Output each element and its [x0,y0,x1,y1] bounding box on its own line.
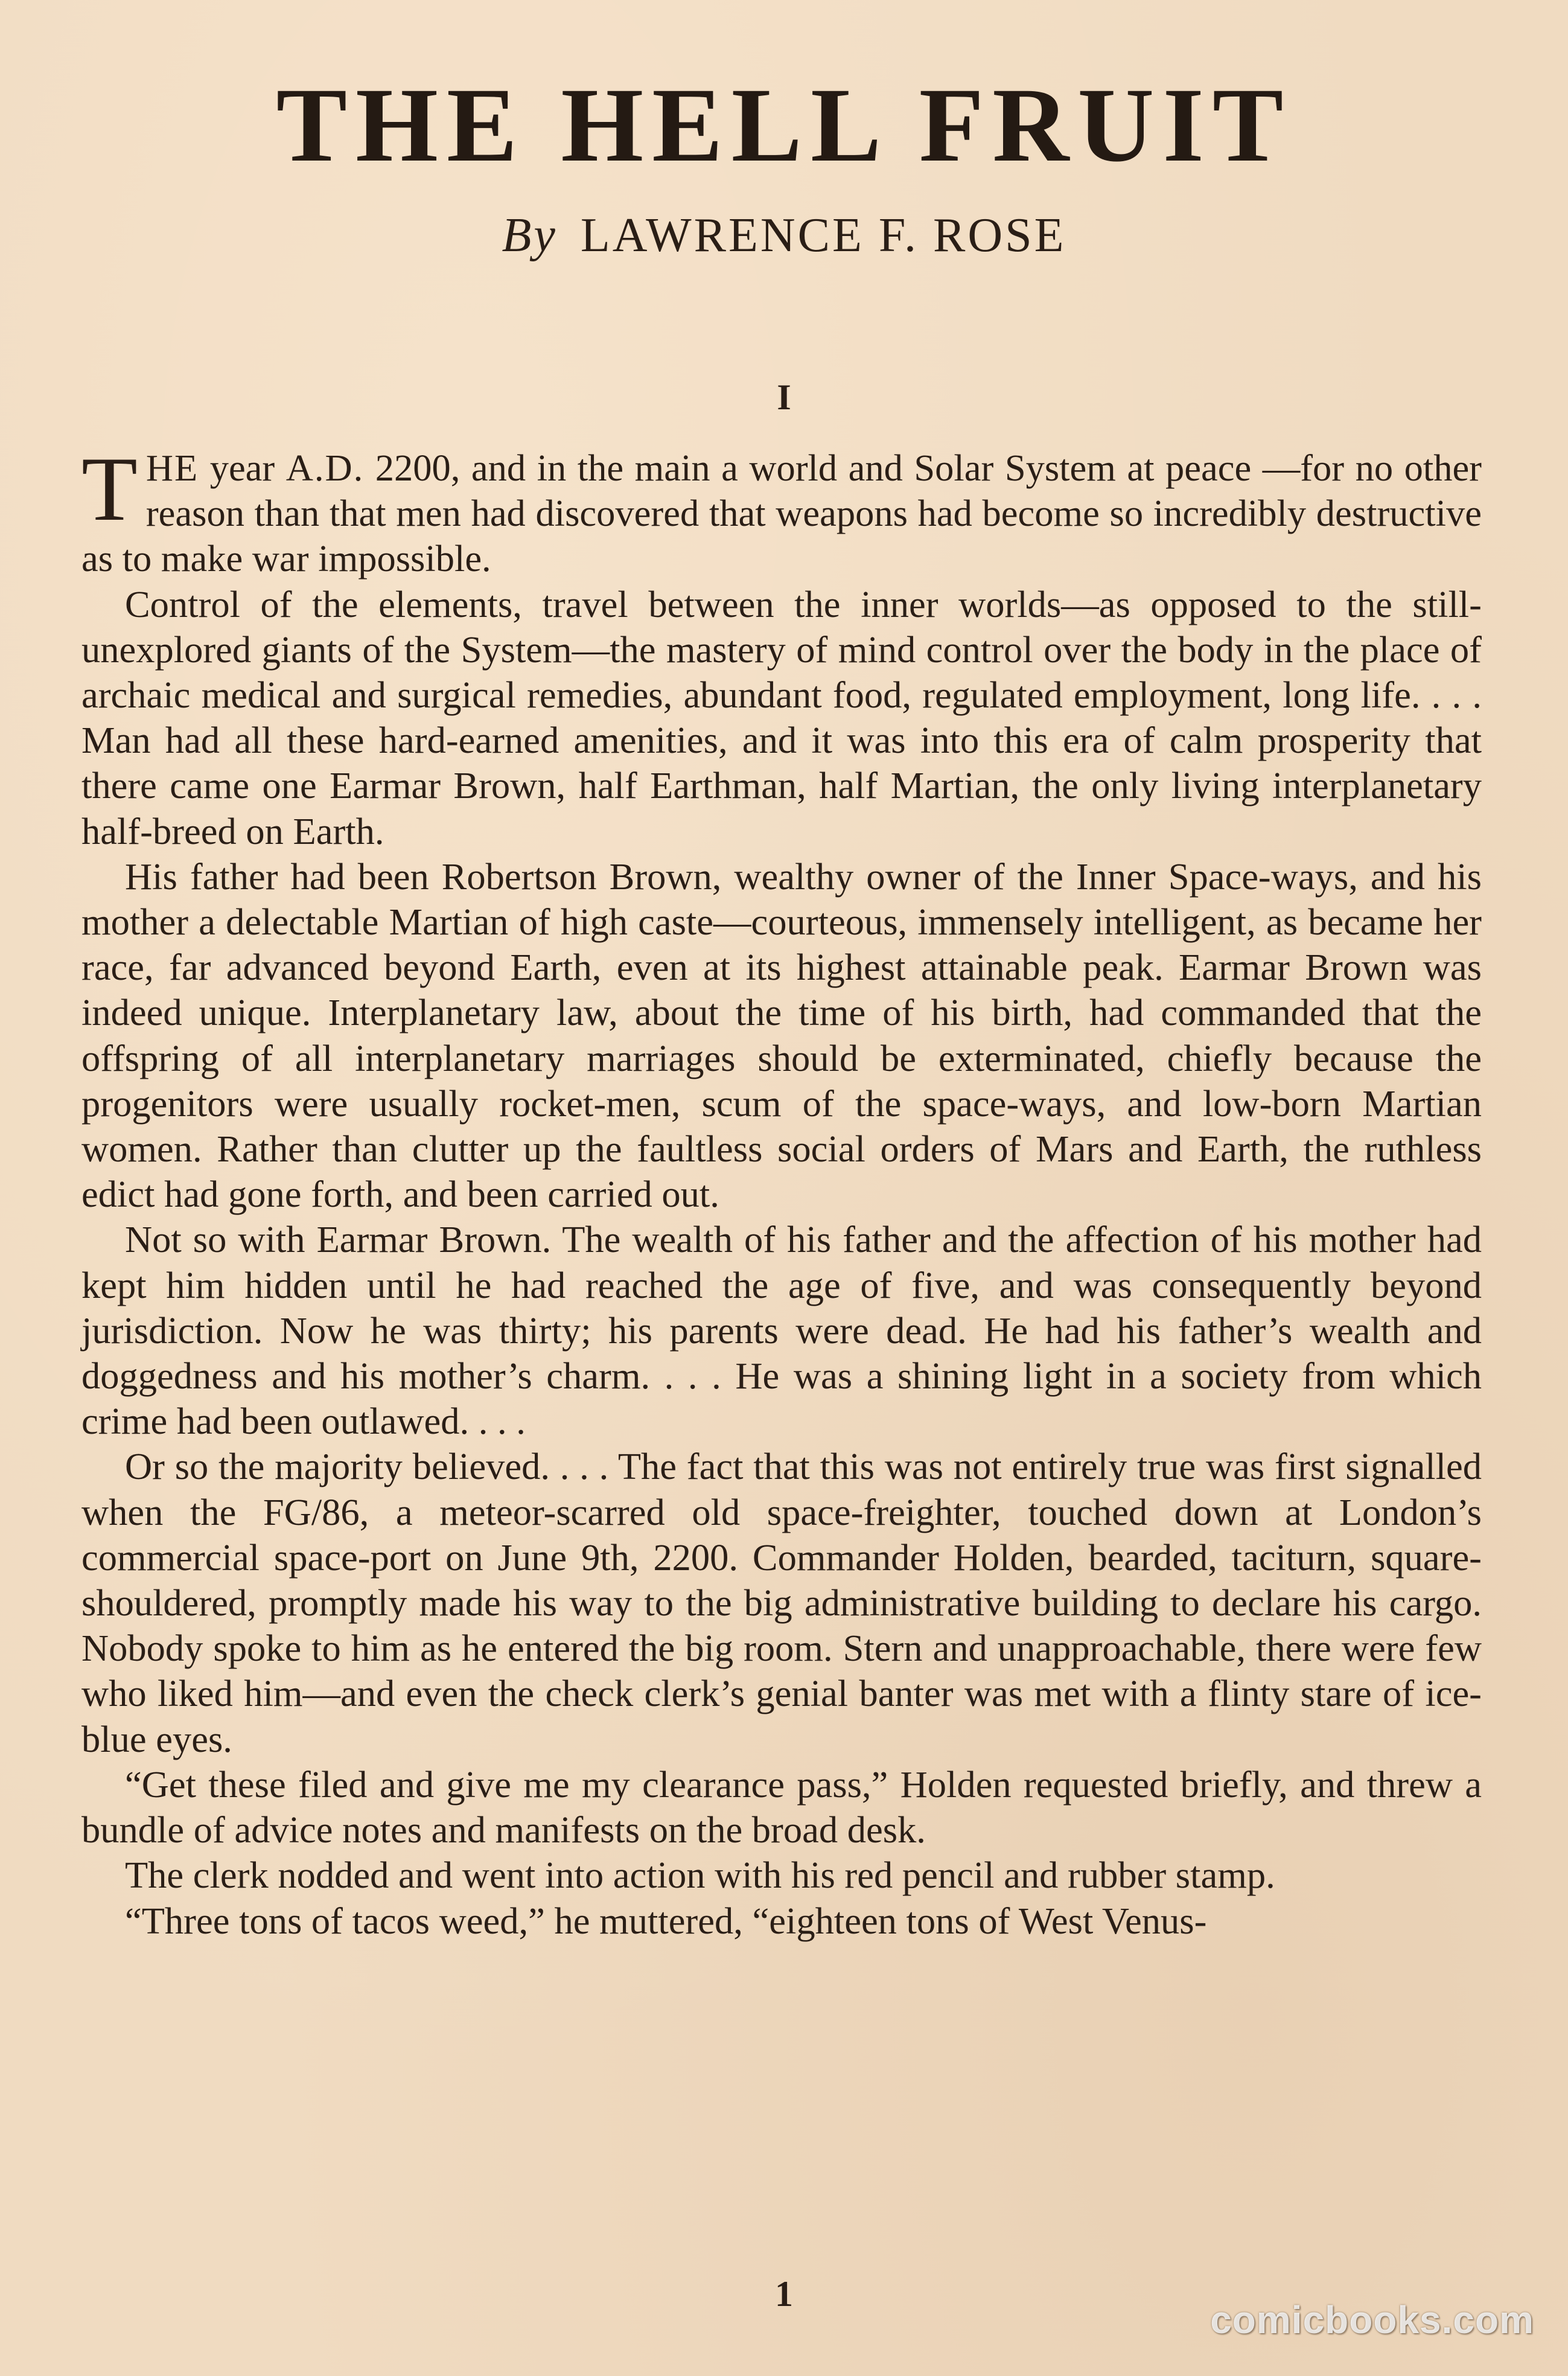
chapter-number: I [777,377,791,417]
paragraph: “Get these filed and give me my clearance pass,” Holden requested briefly, and threw a bundle of advice notes and manifests on the broad desk. [81,1763,1482,1851]
smallcaps-lead: HE [145,447,199,489]
drop-cap: T [81,438,138,540]
author-name: LAWRENCE F. ROSE [580,209,1066,262]
paragraph-first [81,438,1482,582]
paragraph: Not so with Earmar Brown. The wealth of his father and the affection of his mother had kept him hidden until he had reached the age of five, and was consequently beyond jurisdiction. Now he was thirty; his parents were dead. He had his father’s wealth and doggedness and his mother’s charm. . . . He was a shining light in a society from which crime had been outlawed. . . . [81,1218,1482,1443]
first-text-b: 2200, and in the main a world and Solar System at peace —for no other reason than that men had discovered that weapons had become so incredibly destructive as to make war impossible. [81,447,1482,580]
page-number: 1 [775,2274,793,2314]
paragraph: Control of the elements, travel between the inner worlds—as opposed to the still-unexplored giants of the System—the mastery of mind control over the body in the place of archaic medical and surgical remedies, abundant food, regulated employment, long life. . . . Man had all these hard-earned amenities, and it was into this era of calm prosperity that there came one Earmar Brown, half Earthman, half Martian, the only living interplanetary half-breed on Earth. [81,583,1482,852]
paragraph: “Three tons of tacos weed,” he muttered, “eighteen tons of West Venus- [125,1899,1207,1942]
watermark: comicbooks.com [1210,2298,1534,2342]
paragraph: His father had been Robertson Brown, wealthy owner of the Inner Space-ways, and his mother a delectable Martian of high caste—courteous, immensely intelligent, as became her race, far advanced beyond Earth, even at its highest attainable peak. Earmar Brown was indeed unique. Interplanetary law, about the time of his birth, had commanded that the offspring of all interplanetary marriages should be exterminated, chiefly because the progenitors were usually rocket-men, scum of the space-ways, and low-born Martian women. Rather than clutter up the faultless social orders of Mars and Earth, the ruthless edict had gone forth, and been carried out. [81,855,1482,1216]
era-abbreviation: A.D. [285,447,365,489]
paragraph: The clerk nodded and went into action with his red pencil and rubber stamp. [125,1854,1275,1897]
first-text-a: year [199,447,286,489]
story-text [81,438,1482,1944]
byline-prefix: By [502,209,558,262]
paragraph: Or so the majority believed. . . . The fact that this was not entirely true was first signalled when the FG/86, a meteor-scarred old space-freighter, touched down at London’s commercial space-port on June 9th, 2200. Commander Holden, bearded, taciturn, square-shouldered, promptly made his way to the big administrative building to declare his cargo. Nobody spoke to him as he entered the big room. Stern and unapproachable, there were few who liked him—and even the check clerk’s genial banter was met with a flinty stare of ice-blue eyes. [81,1445,1482,1760]
byline [0,211,1568,260]
story-title: THE HELL FRUIT [276,66,1292,184]
